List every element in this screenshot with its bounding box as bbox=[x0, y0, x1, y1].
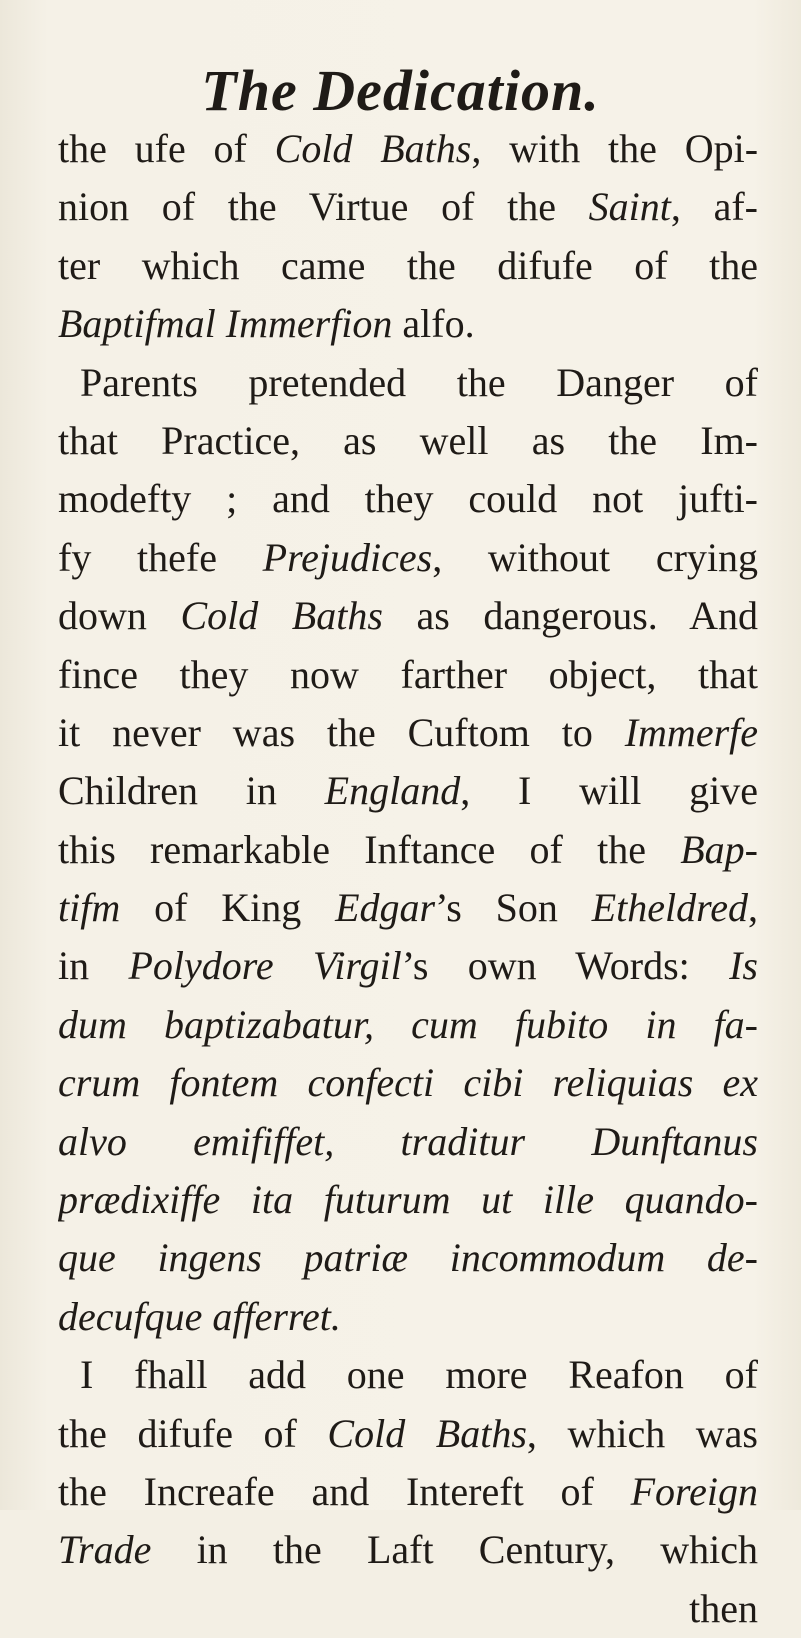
roman-text: this remarkable Inftance of the bbox=[58, 826, 681, 872]
italic-text: Prejudices bbox=[262, 534, 433, 580]
roman-text: the difufe of bbox=[58, 1410, 328, 1456]
roman-text: , I will give bbox=[460, 768, 758, 814]
italic-text: Foreign bbox=[630, 1468, 758, 1514]
text-line bbox=[58, 996, 758, 1054]
roman-text: in the Laft Century, which bbox=[151, 1527, 758, 1573]
roman-text: , with the Opi- bbox=[471, 126, 758, 171]
roman-text: Children in bbox=[58, 768, 325, 814]
italic-text: Cold Baths bbox=[327, 1410, 527, 1456]
roman-text: the Increafe and Intereft of bbox=[58, 1468, 631, 1514]
roman-text: fince they now farther object, that bbox=[58, 651, 758, 697]
italic-text: dum baptizabatur, cum fubito in fa- bbox=[58, 1001, 758, 1047]
roman-text: , which was bbox=[526, 1410, 758, 1456]
italic-text: Baptifmal Immerfion bbox=[58, 301, 393, 347]
roman-text: I fhall add one more Reafon of bbox=[80, 1352, 758, 1398]
italic-text: Immerfe bbox=[624, 709, 758, 755]
italic-text: prædixiffe ita futurum ut ille quando- bbox=[58, 1177, 758, 1223]
roman-text: , bbox=[748, 885, 758, 931]
italic-text: Saint bbox=[588, 184, 671, 230]
roman-text: ter which came the difufe of the bbox=[58, 242, 758, 288]
italic-text: Cold Baths bbox=[180, 593, 383, 639]
roman-text: ’s own Words: bbox=[401, 943, 730, 989]
text-line bbox=[58, 470, 758, 528]
running-head: The Dedication. bbox=[201, 58, 600, 123]
text-line bbox=[58, 937, 758, 995]
text-line bbox=[58, 1288, 758, 1346]
text-line bbox=[58, 529, 758, 587]
roman-text: in bbox=[58, 943, 129, 989]
italic-text: Edgar bbox=[335, 885, 436, 931]
roman-text: modefty ; and they could not jufti- bbox=[58, 476, 758, 522]
text-line bbox=[58, 1054, 758, 1112]
italic-text: decufque afferret. bbox=[58, 1293, 341, 1339]
text-line bbox=[58, 120, 758, 178]
italic-text: Polydore Virgil bbox=[128, 943, 402, 989]
text-line bbox=[58, 1229, 758, 1287]
italic-text: tifm bbox=[58, 885, 121, 931]
text-line bbox=[58, 237, 758, 295]
italic-text: Bap- bbox=[680, 826, 758, 872]
italic-text: Trade bbox=[58, 1527, 152, 1573]
roman-text: the ufe of bbox=[58, 126, 275, 171]
italic-text: que ingens patriæ incommodum de- bbox=[58, 1235, 758, 1281]
body-text bbox=[58, 120, 758, 1638]
text-line bbox=[58, 1346, 758, 1404]
roman-text: alfo. bbox=[392, 301, 475, 347]
italic-text: Etheldred bbox=[591, 885, 748, 931]
text-line bbox=[58, 354, 758, 412]
italic-text: Is bbox=[729, 943, 758, 989]
roman-text: of King bbox=[120, 885, 336, 931]
roman-text: , af- bbox=[670, 184, 758, 230]
text-line bbox=[58, 178, 758, 236]
roman-text: down bbox=[58, 593, 181, 639]
text-line bbox=[58, 1113, 758, 1171]
text-line bbox=[58, 704, 758, 762]
text-line bbox=[58, 1171, 758, 1229]
text-line bbox=[58, 1405, 758, 1463]
italic-text: England bbox=[324, 768, 461, 814]
roman-text: ’s Son bbox=[435, 885, 592, 931]
text-line bbox=[58, 295, 758, 353]
text-line bbox=[58, 1521, 758, 1579]
text-line bbox=[58, 1463, 758, 1521]
text-line bbox=[58, 587, 758, 645]
roman-text: it never was the Cuftom to bbox=[58, 709, 625, 755]
italic-text: Cold Baths bbox=[274, 126, 472, 171]
roman-text: Parents pretended the Danger of bbox=[80, 359, 758, 405]
text-line bbox=[58, 821, 758, 879]
roman-text: that Practice, as well as the Im- bbox=[58, 417, 758, 463]
text-line bbox=[58, 879, 758, 937]
roman-text: nion of the Virtue of the bbox=[58, 184, 589, 230]
catchword: then bbox=[689, 1585, 758, 1631]
roman-text: fy thefe bbox=[58, 534, 263, 580]
text-line bbox=[58, 646, 758, 704]
italic-text: alvo emififfet, traditur Dunftanus bbox=[58, 1118, 758, 1164]
roman-text: as dangerous. And bbox=[382, 593, 758, 639]
italic-text: crum fontem confecti cibi reliquias ex bbox=[58, 1060, 758, 1106]
text-line bbox=[58, 412, 758, 470]
text-line bbox=[58, 762, 758, 820]
roman-text: , without crying bbox=[432, 534, 758, 580]
